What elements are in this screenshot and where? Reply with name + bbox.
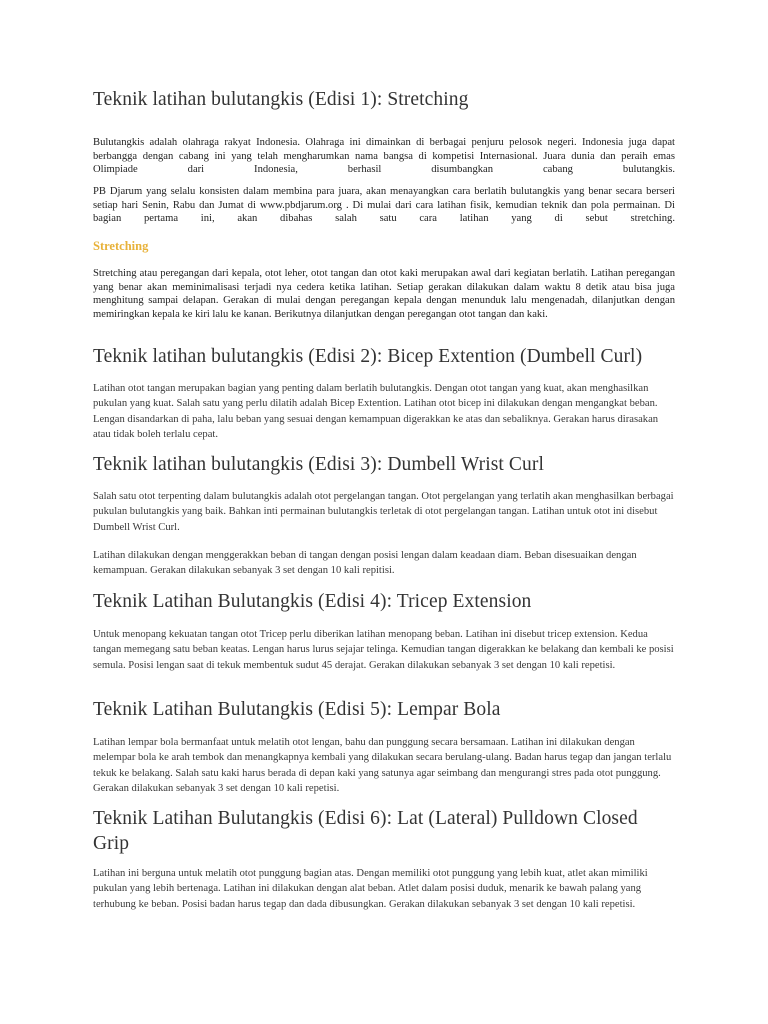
section-3-body: Salah satu otot terpenting dalam bulutangkis adalah otot pergelangan tangan. Otot pergelangan yang terlatih akan menghasilkan berbagai pukulan bulutangkis yang baik. Bahkan inti permainan bulutangkis terletak di otot pergelangan tangan. Latihan untuk otot ini disebut Dumbell Wrist Curl. — [93, 491, 674, 533]
section-5-body: Latihan lempar bola bermanfaat untuk melatih otot lengan, bahu dan punggung secara bersamaan. Latihan ini dilakukan dengan melempar bola ke arah tembok dan menangkapnya kembali yang dilakukan secara berulang-ulang. Badan harus tegap dan jangan terlalu tekuk ke belakang. Salah satu kaki harus berada di depan kaki yang satunya agar seimbang dan mengurangi stres pada otot punggung. Gerakan dilakukan sebanyak 3 set dengan 10 kali repetisi. — [93, 737, 672, 794]
section-1-intro-paragraph-2: PB Djarum yang selalu konsisten dalam membina para juara, akan menayangkan cara berlatih bulutangkis yang benar secara berseri setiap hari Senin, Rabu dan Jumat di www.pbdjarum.org . Di mulai dari cara latihan fisik, kemudian teknik dan pola permainan. Di bagian pertama ini, akan dibahas salah satu cara latihan yang di sebut stretching. — [93, 186, 675, 225]
section-4-body: Untuk menopang kekuatan tangan otot Tricep perlu diberikan latihan menopang beban. Latihan ini disebut tricep extension. Kedua tangan memegang satu beban keatas. Lengan harus lurus sejajar telinga. Kemudian tangan digerakkan ke belakang dan kembali ke posisi semula. Posisi lengan saat di tekuk membentuk sudut 45 derajat. Gerakan dilakukan sebanyak 3 set dengan 10 kali repetisi. — [93, 629, 674, 671]
section-1-body: Stretching atau peregangan dari kepala, otot leher, otot tangan dan otot kaki merupakan awal dari kegiatan berlatih. Latihan peregangan yang benar akan meminimalisasi terjadi nya cedera ketika latihan. Setiap gerakan dilakukan dalam waktu 8 detik atau bisa juga menghitung sampai delapan. Gerakan di mulai dengan peregangan kepala dengan menunduk lalu mengenadah, dilanjutkan dengan memiringkan kepala ke kiri lalu ke kanan. Berikutnya dilanjutkan dengan peregangan otot tangan dan kaki. — [93, 268, 675, 321]
section-4-title: Teknik Latihan Bulutangkis (Edisi 4): Tricep Extension — [93, 591, 532, 612]
section-2-body: Latihan otot tangan merupakan bagian yang penting dalam berlatih bulutangkis. Dengan otot tangan yang kuat, akan menghasilkan pukulan yang kuat. Salah satu yang perlu dilatih adalah Bicep Extention. Latihan otot bicep ini dilakukan dengan mengangkat beban. Lengan disandarkan di paha, lalu beban yang sesuai dengan kemampuan digerakkan ke atas dan sebaliknya. Gerakan harus dirasakan atau tidak boleh terlalu cepat. — [93, 383, 659, 440]
section-2-title: Teknik latihan bulutangkis (Edisi 2): Bicep Extention (Dumbell Curl) — [93, 346, 643, 367]
section-6-title: Teknik Latihan Bulutangkis (Edisi 6): Lat (Lateral) Pulldown Closed Grip — [93, 808, 638, 854]
section-6-body: Latihan ini berguna untuk melatih otot punggung bagian atas. Dengan memiliki otot punggung yang lebih kuat, atlet akan mimiliki pukulan yang lebih bertenaga. Latihan ini dilakukan dengan alat beban. Atlet dalam posisi duduk, menarik ke bawah palang yang terhubung ke beban. Posisi badan harus tegap dan dada dibusungkan. Gerakan dilakukan sebanyak 3 set dengan 10 kali repetisi. — [93, 868, 648, 910]
section-1-intro-paragraph-1: Bulutangkis adalah olahraga rakyat Indonesia. Olahraga ini dimainkan di berbagai penjuru pelosok negeri. Indonesia juga dapat berbangga dengan cabang ini yang telah mengharumkan nama bangsa di kompetisi Internasional. Juara dunia dan peraih emas Olimpiade dari Indonesia, berhasil disumbangkan cabang bulutangkis. — [93, 137, 675, 176]
section-1-title: Teknik latihan bulutangkis (Edisi 1): Stretching — [93, 89, 469, 110]
section-3-title: Teknik latihan bulutangkis (Edisi 3): Dumbell Wrist Curl — [93, 454, 544, 475]
section-3-body-2: Latihan dilakukan dengan menggerakkan beban di tangan dengan posisi lengan dalam keadaan diam. Beban disesuaikan dengan kemampuan. Gerakan dilakukan sebanyak 3 set dengan 10 kali repitisi. — [93, 550, 637, 577]
stretching-subheading: Stretching — [93, 239, 149, 253]
section-5-title: Teknik Latihan Bulutangkis (Edisi 5): Lempar Bola — [93, 699, 501, 720]
